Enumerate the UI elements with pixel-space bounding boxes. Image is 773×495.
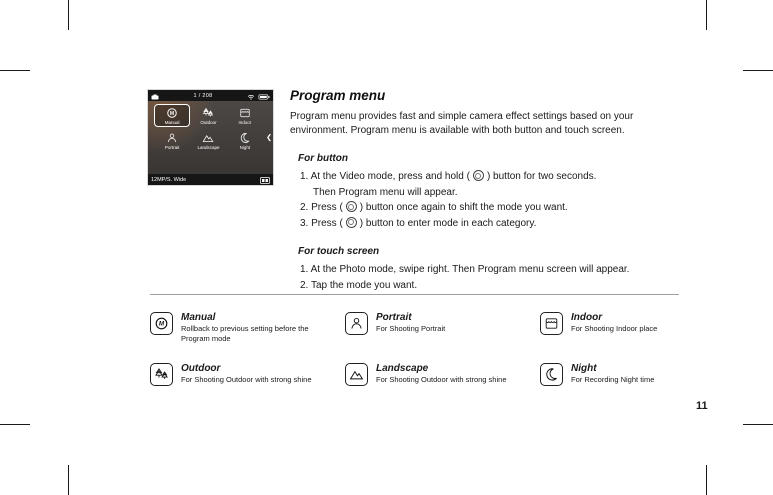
legend-item-night <box>540 363 735 386</box>
screen-mode-indoor[interactable]: Indoor <box>227 104 263 127</box>
manual-icon <box>150 312 173 335</box>
for-touch-steps <box>300 262 695 293</box>
svg-text:M: M <box>170 110 175 117</box>
for-touch-heading: For touch screen <box>298 246 380 257</box>
screen-mode-outdoor[interactable]: Outdoor <box>190 104 226 127</box>
legend-item-portrait <box>345 312 540 343</box>
indoor-icon <box>239 107 251 119</box>
legend-desc: Rollback to previous setting before the Program mode <box>181 324 309 343</box>
night-icon <box>540 363 563 386</box>
crop-mark <box>0 70 30 71</box>
landscape-icon <box>345 363 368 386</box>
crop-mark <box>68 0 69 30</box>
resolution-label: 12MP/S. Wide <box>151 176 187 183</box>
portrait-icon <box>345 312 368 335</box>
program-menu-screen <box>148 101 273 174</box>
screen-mode-night[interactable]: Night <box>227 129 263 152</box>
mode-grid <box>148 101 273 154</box>
legend-title: Outdoor <box>181 363 221 374</box>
manual-icon <box>166 107 178 119</box>
legend-title: Manual <box>181 312 216 323</box>
for-button-steps <box>300 169 695 231</box>
record-button-icon <box>346 201 357 212</box>
section-content <box>290 88 695 293</box>
legend-desc: For Shooting Indoor place <box>571 324 658 333</box>
outdoor-icon <box>202 107 214 119</box>
crop-mark <box>706 465 707 495</box>
touch-step-2: 2. Tap the mode you want. <box>300 279 418 291</box>
landscape-icon <box>202 132 214 144</box>
camera-screen-figure <box>148 90 273 185</box>
screen-bottom-bar <box>148 174 273 185</box>
legend-desc: For Shooting Portrait <box>376 324 446 333</box>
legend-item-outdoor <box>150 363 345 386</box>
record-button-icon <box>473 170 484 181</box>
page-number: 11 <box>696 400 708 412</box>
intro-text: Program menu provides fast and simple camera effect settings based on your environment. Program menu is available with both button and touch screen. <box>290 111 634 136</box>
crop-mark <box>743 424 773 425</box>
chevron-left-icon[interactable]: ❮ <box>266 134 272 141</box>
indoor-icon <box>540 312 563 335</box>
legend-title: Indoor <box>571 312 603 323</box>
legend-item-manual <box>150 312 345 343</box>
screen-mode-portrait[interactable]: Portrait <box>154 129 190 152</box>
step-2: 2. Press ( ) button once again to shift the mode you want. <box>300 202 568 213</box>
mode-legend <box>150 312 735 386</box>
record-button-icon <box>346 217 357 228</box>
legend-title: Night <box>571 363 597 374</box>
screen-mode-landscape[interactable]: Landscape <box>190 129 226 152</box>
photo-counter: 1 / 208 <box>193 92 213 99</box>
legend-item-landscape <box>345 363 540 386</box>
screen-top-bar <box>148 90 273 101</box>
step-1: 1. At the Video mode, press and hold ( ) button for two seconds. <box>300 171 597 182</box>
step-1-continued: Then Program menu will appear. <box>313 186 458 198</box>
legend-item-indoor <box>540 312 735 343</box>
step-3: 3. Press ( ) button to enter mode in each category. <box>300 217 537 229</box>
legend-desc: For Shooting Outdoor with strong shine <box>181 375 312 384</box>
divider <box>150 294 679 295</box>
legend-title: Portrait <box>376 312 412 323</box>
crop-mark <box>68 465 69 495</box>
touch-step-1: 1. At the Photo mode, swipe right. Then Program menu screen will appear. <box>300 264 630 275</box>
crop-mark <box>0 424 30 425</box>
legend-title: Landscape <box>376 363 429 374</box>
legend-desc: For Shooting Outdoor with strong shine <box>376 375 507 384</box>
night-icon <box>239 132 251 144</box>
crop-mark <box>743 70 773 71</box>
screen-mode-manual[interactable]: M Manual <box>154 104 190 127</box>
crop-mark <box>706 0 707 30</box>
legend-desc: For Recording Night time <box>571 375 655 384</box>
svg-text:M: M <box>158 320 165 328</box>
portrait-icon <box>166 132 178 144</box>
outdoor-icon <box>150 363 173 386</box>
for-button-heading: For button <box>298 153 348 164</box>
page-title: Program menu <box>290 88 386 103</box>
